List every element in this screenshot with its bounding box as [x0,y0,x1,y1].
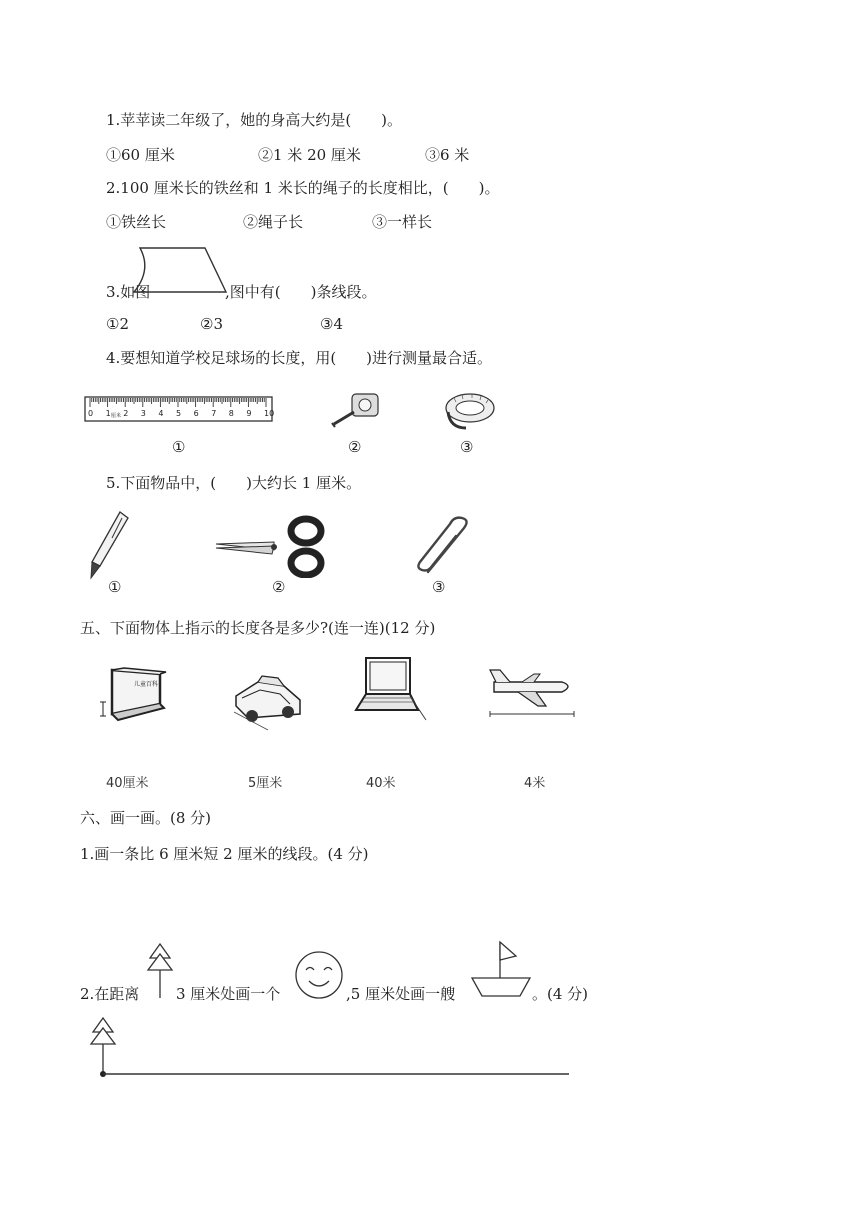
smiley-face-icon [292,950,346,1000]
length-option-2: 5厘米 [248,776,283,791]
drawing-baseline [84,1014,574,1080]
ruler-icon [84,396,274,424]
question-5: 5.下面物品中，( )大约长 1 厘米。 [106,474,362,492]
q1-option-3: ③6 米 [425,146,470,164]
ruler-tick-label: 3 [140,409,146,418]
ruler-tick-label: 6 [193,409,199,418]
tree-icon [145,942,175,1000]
sailboat-icon [470,938,532,1000]
laptop-icon [352,654,430,724]
ruler-tick-label: 10 [264,409,274,418]
car-icon [228,672,308,732]
q4-label-3: ③ [460,438,474,456]
ruler-tick-label: 4 [158,409,164,418]
question-3-prefix: 3.如图 [106,283,151,301]
ruler-tick-label: 2 [123,409,129,418]
section-6-q2-part-2: 3 厘米处画一个 [176,985,281,1003]
q3-option-2: ②3 [200,315,223,333]
length-option-1: 40厘米 [106,776,149,791]
section-6-q2-part-4: 。(4 分) [532,985,589,1003]
section-6-title: 六、画一画。(8 分) [80,809,212,827]
ruler-tick-label: 9 [246,409,252,418]
book-cover-text: 儿童百科 [134,681,159,688]
length-option-3: 40米 [366,776,396,791]
ruler-tick-label: 1 [105,409,111,418]
airplane-icon [488,664,578,720]
question-2: 2.100 厘米长的铁丝和 1 米长的绳子的长度相比，( )。 [106,179,500,197]
shape-figure [130,244,230,296]
q1-option-2: ②1 米 20 厘米 [258,146,361,164]
q5-label-2: ② [272,578,286,596]
pen-icon [82,508,136,582]
q4-label-2: ② [348,438,362,456]
q2-option-2: ②绳子长 [243,213,304,231]
ruler-tick-label: 7 [211,409,217,418]
section-6-question-1: 1.画一条比 6 厘米短 2 厘米的线段。(4 分) [80,845,369,863]
ruler-tick-label: 8 [228,409,234,418]
q2-option-3: ③一样长 [372,213,433,231]
soft-tape-icon [440,388,500,434]
tape-measure-icon [326,390,386,430]
section-5-title: 五、下面物体上指示的长度各是多少?(连一连)(12 分) [80,619,436,637]
q5-label-3: ③ [432,578,446,596]
book-icon [98,664,168,722]
section-6-q2-part-1: 2.在距离 [80,985,140,1003]
ruler-tick-label: 0 [88,409,94,418]
scissors-icon [212,514,328,578]
section-6-q2-part-3: ,5 厘米处画一艘 [346,985,456,1003]
q2-option-1: ①铁丝长 [106,213,167,231]
q1-option-1: ①60 厘米 [106,146,175,164]
length-option-4: 4米 [524,776,546,791]
question-4: 4.要想知道学校足球场的长度，用( )进行测量最合适。 [106,349,493,367]
q3-option-1: ①2 [106,315,129,333]
q4-label-1: ① [172,438,186,456]
q5-label-1: ① [108,578,122,596]
question-3-suffix: ,图中有( )条线段。 [225,283,377,301]
q3-option-3: ③4 [320,315,343,333]
ruler-unit-label: 厘米 [111,413,122,419]
ruler-tick-label: 5 [176,409,182,418]
paper-clip-icon [406,514,476,578]
question-1: 1.苹苹读二年级了，她的身高大约是( )。 [106,111,403,129]
